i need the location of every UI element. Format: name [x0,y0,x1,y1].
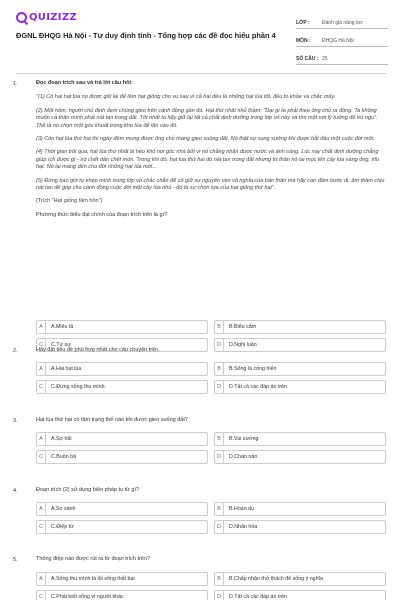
question-number: 5. [13,557,18,563]
passage-source: (Trích "Hạt giống tâm hồn") [36,198,103,205]
question-prompt: Phương thức biểu đạt chính của đoạn trích trên là gì? [36,211,168,218]
passage-paragraph: (4) Thời gian trôi qua, hạt lúa thứ nhất bị héo khô nơi góc nhà bởi vì nó chẳng nhận được nước và ánh sáng. Lúc này chất dinh dưỡng chẳng giúp ích được gì - nó chết dần chết mòn. Trong khi đó, hạt lúa thứ hai dù nát tan trong đất nhưng từ thân nó lại mọc lên cây lúa vàng óng, trĩu hạt. Nó lại mang đến cho đời những hạt lúa mới... [36,149,380,171]
meta-value: ĐHQG Hà Nội [322,38,354,44]
option-c[interactable]: C C.Tự sự [36,338,208,352]
meta-value: 25 [322,56,328,62]
question-number: 3. [13,418,18,424]
meta-info [296,14,388,68]
question-prompt: Hãy đặt tiêu đề phù hợp nhất cho câu chuyện trên. [36,347,160,353]
passage-paragraph: "(1) Có hai hạt lúa nọ được giữ lại để làm hạt giống cho vụ sau vì cả hai đều là những hạt lúa tốt, đều to khỏe và chắc mẩy. [36,94,336,101]
option-a[interactable]: A A.Hai hạt lúa [36,362,208,376]
option-b[interactable]: B B.Vui sướng [214,432,386,446]
option-d[interactable]: D D.Chán nản [214,450,386,464]
option-d[interactable]: D D.Nhân hóa [214,520,386,534]
option-b[interactable]: B B.Biểu cảm [214,320,386,334]
option-c[interactable]: C C.Điệp từ [36,520,208,534]
header-divider [16,73,386,74]
document-title: ĐGNL ĐHQG Hà Nội - Tư duy định tính - Tổng hợp các đề đọc hiểu phần 4 [16,31,276,40]
question-body [36,80,386,219]
meta-key: SỐ CÂU : [296,56,319,62]
passage-paragraph: (5) Đừng bao giờ tự khép mình trong lớp vỏ chắc chắn để cố giữ sự nguyên vẹn vô nghĩa của bản thân mà hãy can đảm bước đi, âm thầm chịu nát tan để góp cho cánh đồng cuộc đời một cây lúa nhỏ - đó là sự chọn lựa của hạt giống thứ hai". [36,177,385,192]
option-a[interactable]: A A.Sợ hãi [36,432,208,446]
option-d[interactable]: D D.Tất cả các đáp án trên [214,380,386,394]
question-heading: Đọc đoạn trích sau và trả lời câu hỏi: [36,80,133,86]
option-b[interactable]: B B.Chấp nhận thử thách để sống ý nghĩa [214,572,386,586]
passage-paragraph: (3) Còn hạt lúa thứ hai thì ngày đêm mong được ông chủ mang gieo xuống đất. Nó thật sự sung sướng khi được bắt đầu một cuộc đời mới. [36,136,375,143]
option-d[interactable]: D D.Nghị luận [214,338,386,352]
question-number: 1. [13,81,18,87]
meta-key: MÔN : [296,38,311,44]
option-c[interactable]: C C.Đừng sống thu mình [36,380,208,394]
quizizz-q-icon [16,12,27,23]
option-b[interactable]: B B.Sống là cống hiến [214,362,386,376]
question-number: 2. [13,348,18,354]
brand-name: QUIZIZZ [29,12,77,23]
meta-row-class [296,14,388,29]
quizizz-logo [16,12,77,23]
reading-passage [36,94,386,205]
option-d[interactable]: D D.Tất cả các đáp án trên [214,590,386,600]
question-prompt: Thông điệp nào được rút ra từ đoạn trích trên? [36,556,151,562]
option-c[interactable]: C C.Phải biết sống vì người khác [36,590,208,600]
question-number: 4. [13,488,18,494]
option-c[interactable]: C C.Buồn bã [36,450,208,464]
option-b[interactable]: B B.Hoán dụ [214,502,386,516]
meta-key: LỚP : [296,20,310,26]
passage-paragraph: (2) Một hôm, người chủ định đem chúng gieo trên cánh đồng gần đó. Hạt thứ nhất nhủ thầm: "Dại gì ta phải theo ông chủ ra đồng. Ta không muốn cả thân mình phải nát tan trong đất. Tốt nhất ta hãy giữ lại tất cả chất dinh dưỡng trong lớp vỏ này và tìm một nơi lý tưởng để trú ngụ". Thế là nó chọn một góc khuất trong kho lúa để lăn vào đó. [36,107,378,129]
question-prompt: Hạt lúa thứ hai có tâm trạng thế nào khi được gieo xuống đất? [36,417,188,423]
option-a[interactable]: A A.Miêu tả [36,320,208,334]
question-prompt: Đoạn trích (2) sử dụng biện pháp tu từ gì? [36,487,140,493]
meta-row-count [296,50,388,65]
option-a[interactable]: A A.Sống thu mình là lối sống thất bại [36,572,208,586]
meta-value: Đánh giá năng lực [322,20,363,26]
option-a[interactable]: A A.So sánh [36,502,208,516]
meta-row-subject [296,32,388,47]
